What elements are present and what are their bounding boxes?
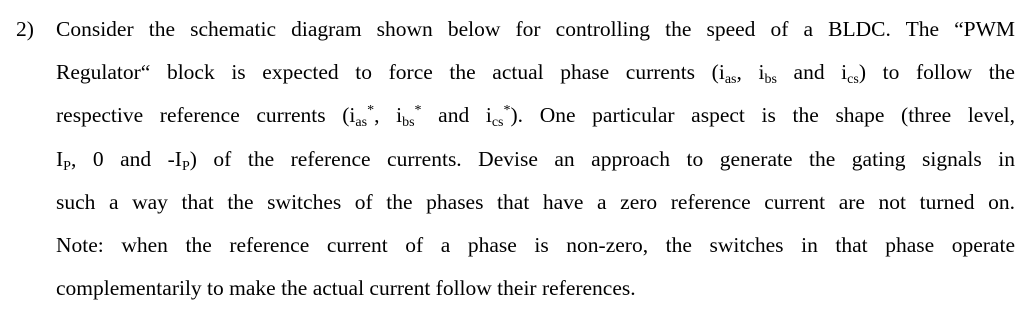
- text-run: I: [56, 146, 64, 171]
- superscript: *: [367, 103, 375, 119]
- subscript: P: [63, 158, 71, 174]
- text-run: Regulator“ block is expected to force the actual phase currents (i: [56, 60, 725, 85]
- text-run: Consider the schematic diagram shown below for controlling the speed of a BLDC. The “PWM: [56, 17, 1015, 41]
- subscript: as: [355, 115, 368, 131]
- text-run: , i: [374, 103, 403, 128]
- text-line: [56, 224, 1015, 267]
- text-line: [56, 267, 1015, 310]
- text-run: respective reference currents (i: [56, 103, 356, 128]
- text-run: complementarily to make the actual current follow their references.: [56, 276, 636, 301]
- text-line: [56, 51, 1015, 94]
- text-line: [56, 138, 1015, 181]
- text-run: Note: when the reference current of a phase is non-zero, the switches in that phase operate: [56, 232, 1015, 257]
- text-line: [56, 181, 1015, 224]
- text-run: and i: [776, 60, 848, 85]
- subscript: bs: [764, 72, 777, 88]
- text-run: and i: [421, 103, 492, 128]
- question-number: 2): [16, 17, 34, 41]
- text-line: [56, 8, 1015, 51]
- superscript: *: [414, 103, 422, 119]
- subscript: as: [724, 72, 737, 88]
- text-run: ) to follow the: [858, 60, 1015, 85]
- subscript: cs: [491, 115, 504, 131]
- subscript: bs: [402, 115, 415, 131]
- subscript: P: [181, 158, 190, 174]
- subscript: cs: [847, 72, 859, 88]
- text-run: such a way that the switches of the phases that have a zero reference current are not turned on.: [56, 189, 1015, 214]
- question-text: [56, 8, 1015, 310]
- superscript: *: [503, 103, 511, 119]
- text-line: [56, 94, 1015, 137]
- text-run: ) of the reference currents. Devise an approach to generate the gating signals in: [189, 146, 1015, 171]
- text-run: ). One particular aspect is the shape (three level,: [510, 103, 1015, 128]
- text-run: , i: [736, 60, 765, 85]
- text-run: , 0 and -I: [70, 146, 182, 171]
